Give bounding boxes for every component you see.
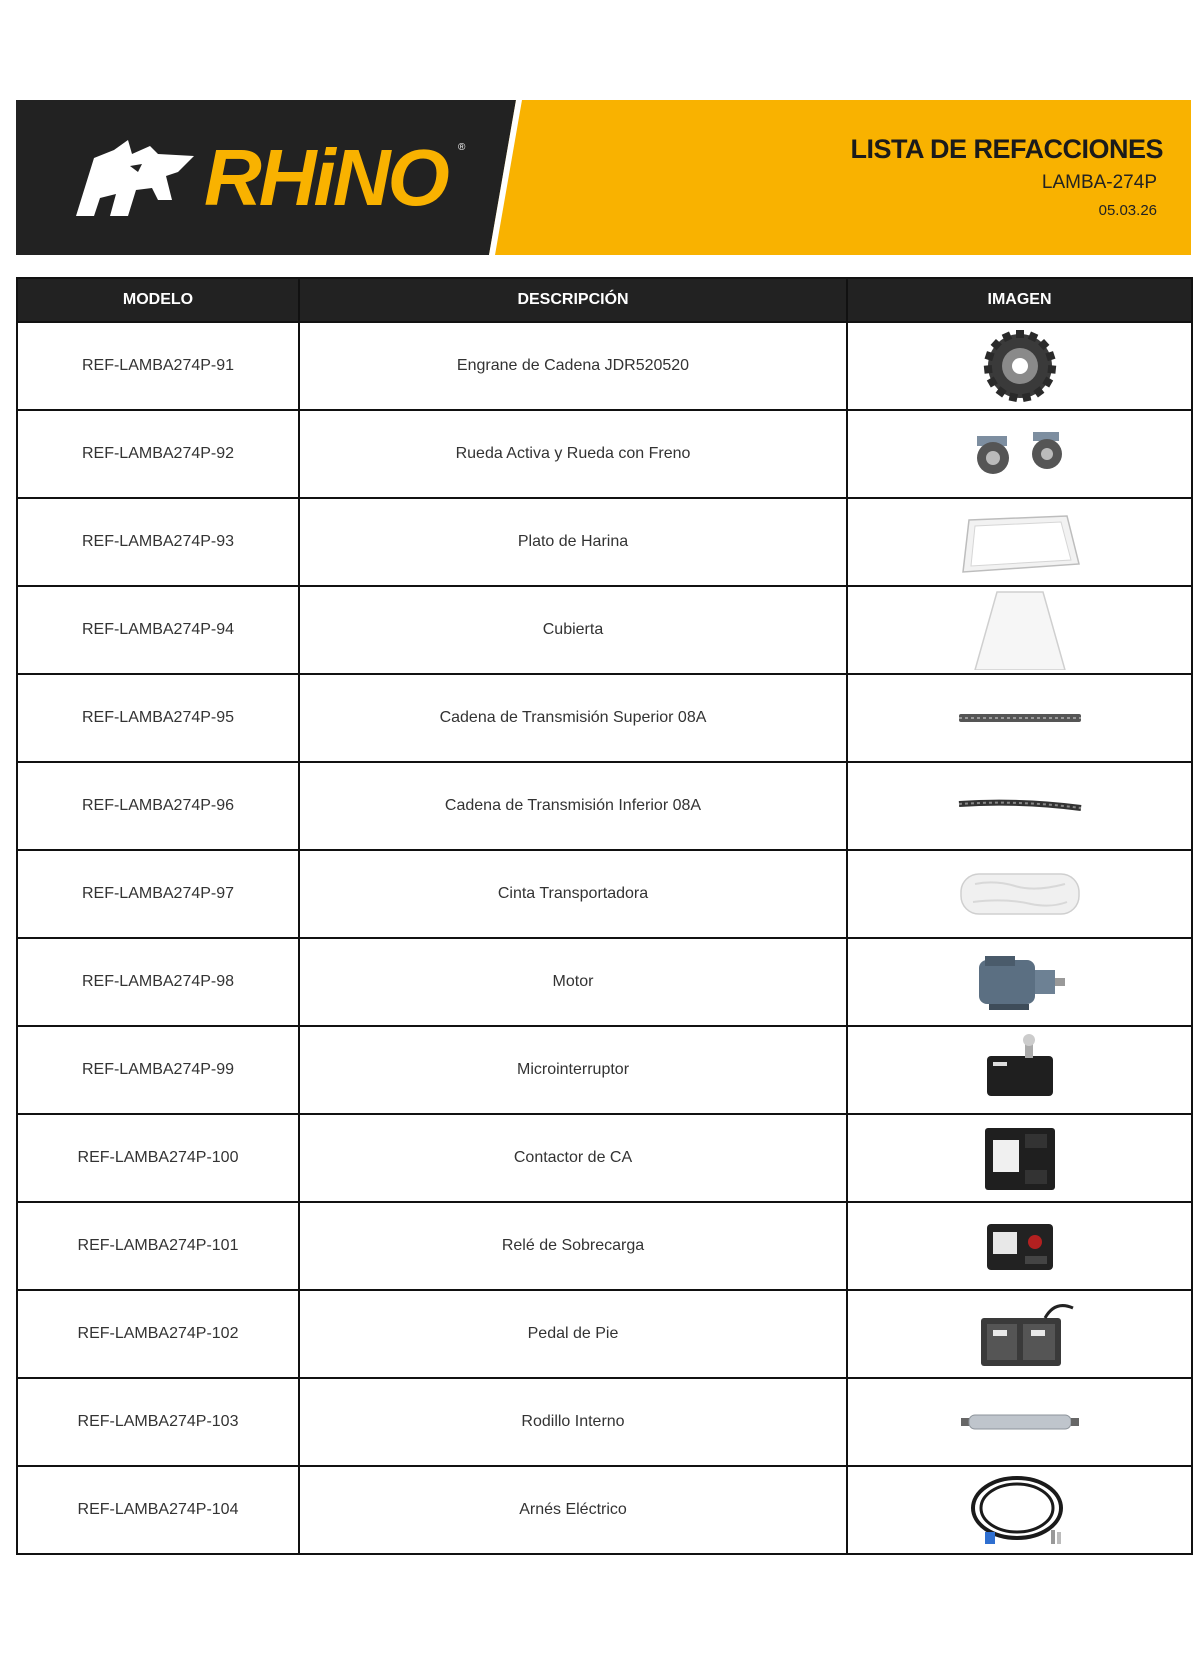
drive-chain-icon (955, 678, 1085, 758)
brand-name: RHiNO (204, 133, 447, 222)
table-row (17, 586, 1192, 674)
micro-switch-icon (955, 1030, 1085, 1110)
part-model: REF-LAMBA274P-94 (17, 586, 299, 674)
part-description: Engrane de Cadena JDR520520 (299, 322, 847, 410)
part-image-cell (847, 586, 1192, 674)
drive-chain-icon (955, 766, 1085, 846)
part-model: REF-LAMBA274P-104 (17, 1466, 299, 1554)
part-image-cell (847, 1202, 1192, 1290)
part-model: REF-LAMBA274P-93 (17, 498, 299, 586)
part-model: REF-LAMBA274P-99 (17, 1026, 299, 1114)
part-image-cell (847, 1026, 1192, 1114)
table-row (17, 850, 1192, 938)
part-image-cell (847, 410, 1192, 498)
part-model: REF-LAMBA274P-100 (17, 1114, 299, 1202)
table-row (17, 938, 1192, 1026)
title-block (850, 134, 1163, 219)
table-row (17, 762, 1192, 850)
part-model: REF-LAMBA274P-97 (17, 850, 299, 938)
inner-roller-icon (955, 1382, 1085, 1462)
parts-table (16, 277, 1193, 1555)
table-row (17, 1202, 1192, 1290)
foot-pedal-icon (955, 1294, 1085, 1374)
part-description: Arnés Eléctrico (299, 1466, 847, 1554)
part-description: Motor (299, 938, 847, 1026)
part-description: Cadena de Transmisión Superior 08A (299, 674, 847, 762)
part-description: Plato de Harina (299, 498, 847, 586)
conveyor-belt-icon (955, 854, 1085, 934)
part-image-cell (847, 938, 1192, 1026)
part-description: Cubierta (299, 586, 847, 674)
machine-model: LAMBA-274P (1041, 172, 1157, 193)
part-model: REF-LAMBA274P-103 (17, 1378, 299, 1466)
part-image-cell (847, 1114, 1192, 1202)
wiring-harness-icon (955, 1470, 1085, 1550)
table-row (17, 674, 1192, 762)
document-header (16, 100, 1191, 255)
part-description: Contactor de CA (299, 1114, 847, 1202)
document-date: 05.03.26 (1098, 202, 1157, 219)
part-description: Microinterruptor (299, 1026, 847, 1114)
table-row (17, 322, 1192, 410)
electric-motor-icon (955, 942, 1085, 1022)
part-description: Pedal de Pie (299, 1290, 847, 1378)
part-model: REF-LAMBA274P-92 (17, 410, 299, 498)
sprocket-gear-icon (955, 326, 1085, 406)
column-header-description: DESCRIPCIÓN (299, 278, 847, 322)
part-model: REF-LAMBA274P-101 (17, 1202, 299, 1290)
table-row (17, 498, 1192, 586)
part-description: Relé de Sobrecarga (299, 1202, 847, 1290)
table-row (17, 410, 1192, 498)
part-model: REF-LAMBA274P-98 (17, 938, 299, 1026)
part-image-cell (847, 1378, 1192, 1466)
part-description: Cadena de Transmisión Inferior 08A (299, 762, 847, 850)
table-row (17, 1378, 1192, 1466)
table-header-row (17, 278, 1192, 322)
part-image-cell (847, 322, 1192, 410)
part-model: REF-LAMBA274P-95 (17, 674, 299, 762)
part-image-cell (847, 1290, 1192, 1378)
part-description: Cinta Transportadora (299, 850, 847, 938)
overload-relay-icon (955, 1206, 1085, 1286)
brand-logo (66, 133, 466, 222)
part-image-cell (847, 674, 1192, 762)
table-row (17, 1466, 1192, 1554)
table-row (17, 1290, 1192, 1378)
part-description: Rueda Activa y Rueda con Freno (299, 410, 847, 498)
table-row (17, 1114, 1192, 1202)
document-title: LISTA DE REFACCIONES (850, 134, 1163, 164)
part-image-cell (847, 762, 1192, 850)
ac-contactor-icon (955, 1118, 1085, 1198)
part-description: Rodillo Interno (299, 1378, 847, 1466)
column-header-model: MODELO (17, 278, 299, 322)
rhino-head-icon (66, 138, 196, 218)
table-row (17, 1026, 1192, 1114)
cover-panel-icon (955, 590, 1085, 670)
part-image-cell (847, 498, 1192, 586)
column-header-image: IMAGEN (847, 278, 1192, 322)
part-image-cell (847, 850, 1192, 938)
caster-wheels-icon (955, 414, 1085, 494)
registered-mark: ® (458, 142, 466, 153)
part-model: REF-LAMBA274P-91 (17, 322, 299, 410)
part-model: REF-LAMBA274P-96 (17, 762, 299, 850)
part-model: REF-LAMBA274P-102 (17, 1290, 299, 1378)
flour-tray-icon (955, 502, 1085, 582)
part-image-cell (847, 1466, 1192, 1554)
